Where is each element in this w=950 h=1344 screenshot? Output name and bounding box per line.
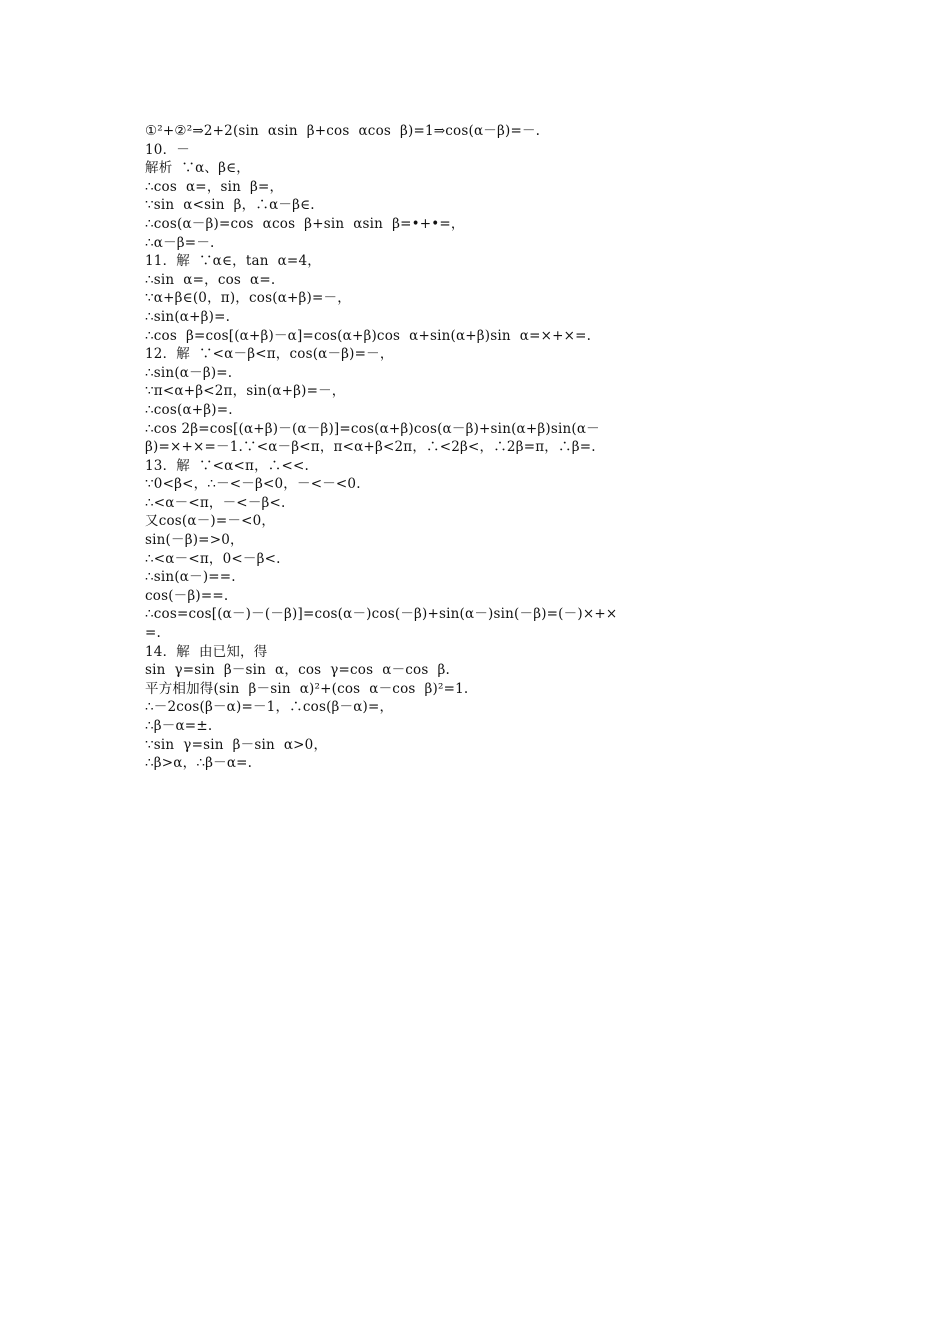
text-line: ∴<α－<π，－<－β<. (145, 494, 286, 511)
text-line: ∴cos β=cos[(α+β)－α]=cos(α+β)cos α+sin(α+β)sin α=×+×=. (145, 327, 592, 344)
text-line: β)=×+×=－1.∵<α－β<π，π<α+β<2π，∴<2β<，∴2β=π，∴β=. (145, 439, 596, 456)
text-line: =. (145, 625, 162, 642)
text-line: 12．解 ∵<α－β<π，cos(α－β)=－， (145, 346, 394, 363)
solution-text-block (145, 122, 815, 773)
text-line: ∴sin(α－)==. (145, 569, 236, 586)
text-line: ∵α+β∈(0，π)，cos(α+β)=－， (145, 290, 351, 307)
text-line: 11．解 ∵α∈，tan α=4， (145, 253, 321, 270)
text-line: cos(－β)==. (145, 587, 229, 604)
text-line: sin γ=sin β－sin α，cos γ=cos α－cos β. (145, 662, 450, 679)
text-line: ∴sin(α－β)=. (145, 364, 233, 381)
text-line: ∴sin(α+β)=. (145, 308, 231, 325)
text-line: ∴cos 2β=cos[(α+β)－(α－β)]=cos(α+β)cos(α－β)+sin(α+β)sin(α－ (145, 420, 600, 437)
text-line: 13．解 ∵<α<π，∴<<. (145, 457, 309, 474)
text-line: 解析 ∵α、β∈， (145, 160, 250, 177)
text-line: ∴cos=cos[(α－)－(－β)]=cos(α－)cos(－β)+sin(α－)sin(－β)=(－)×+× (145, 606, 618, 623)
text-line: ∴cos(α－β)=cos αcos β+sin αsin β=•+•=， (145, 215, 465, 232)
text-line: ①²+②²⇒2+2(sin αsin β+cos αcos β)=1⇒cos(α－β)=－. (145, 123, 541, 139)
text-line: ∴<α－<π，0<－β<. (145, 550, 281, 567)
text-line: ∴－2cos(β－α)=－1，∴cos(β－α)=， (145, 699, 394, 716)
text-line: ∵π<α+β<2π，sin(α+β)=－， (145, 383, 346, 400)
text-line: ∴cos(α+β)=. (145, 401, 233, 418)
text-line: ∴sin α=，cos α=. (145, 271, 276, 288)
text-line: ∴cos α=，sin β=， (145, 178, 284, 195)
text-line: ∵sin α<sin β，∴α－β∈. (145, 197, 315, 214)
text-line: 14．解 由已知，得 (145, 643, 268, 660)
text-line: ∵0<β<，∴－<－β<0，－<－<0. (145, 476, 361, 493)
text-line: sin(－β)=>0， (145, 532, 244, 549)
text-line: 又cos(α－)=－<0， (145, 513, 276, 530)
text-line: ∵sin γ=sin β－sin α>0， (145, 736, 328, 753)
text-line: ∴β>α，∴β－α=. (145, 755, 253, 772)
text-line: 平方相加得(sin β－sin α)²+(cos α－cos β)²=1. (145, 680, 469, 697)
text-line: 10．－ (145, 141, 190, 158)
text-line: ∴α－β=－. (145, 234, 215, 251)
text-line: ∴β－α=±. (145, 718, 213, 734)
